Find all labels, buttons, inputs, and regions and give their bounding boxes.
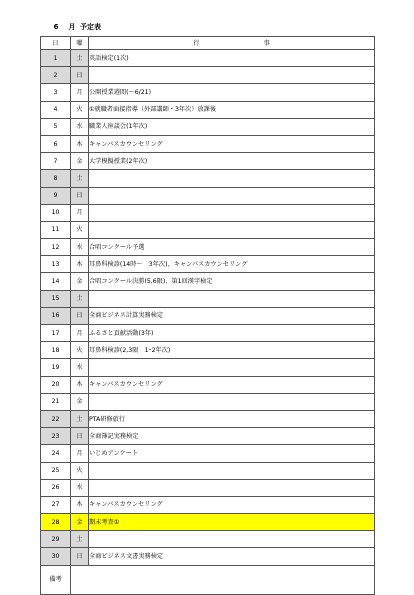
weekday-cell: 火 <box>71 462 89 479</box>
day-cell: 17 <box>41 325 71 342</box>
day-cell: 14 <box>41 273 71 290</box>
day-cell: 13 <box>41 256 71 273</box>
weekday-cell: 金 <box>71 393 89 410</box>
schedule-row <box>41 325 375 342</box>
day-cell: 22 <box>41 410 71 427</box>
event-cell: 全商ビジネス計算実務検定 <box>89 307 375 324</box>
event-cell <box>89 359 375 376</box>
event-cell <box>89 170 375 187</box>
schedule-row <box>41 101 375 118</box>
event-cell: 英語検定(1次) <box>89 50 375 67</box>
header-event-part2: 事 <box>263 39 270 47</box>
weekday-cell: 土 <box>71 531 89 548</box>
weekday-cell: 水 <box>71 118 89 135</box>
notes-content <box>71 565 375 594</box>
day-cell: 7 <box>41 153 71 170</box>
schedule-row <box>41 273 375 290</box>
day-cell: 18 <box>41 342 71 359</box>
schedule-row <box>41 359 375 376</box>
schedule-row <box>41 410 375 427</box>
day-cell: 11 <box>41 221 71 238</box>
weekday-cell: 火 <box>71 221 89 238</box>
month-number: 6 <box>53 23 59 31</box>
event-cell <box>89 204 375 221</box>
weekday-cell: 水 <box>71 359 89 376</box>
header-event-part1: 行 <box>193 39 200 47</box>
event-cell: 耳鼻科検診(14時～ 3年次)、キャンパスカウンセリング <box>89 256 375 273</box>
day-cell: 26 <box>41 479 71 496</box>
event-cell: 大学模擬授業(2年次) <box>89 153 375 170</box>
day-cell: 15 <box>41 290 71 307</box>
event-cell: キャンパスカウンセリング <box>89 135 375 152</box>
weekday-cell: 木 <box>71 256 89 273</box>
event-cell: PTA研修旅行 <box>89 410 375 427</box>
day-cell: 9 <box>41 187 71 204</box>
weekday-cell: 月 <box>71 325 89 342</box>
weekday-cell: 月 <box>71 445 89 462</box>
event-cell: 職業人座談会(1年次) <box>89 118 375 135</box>
weekday-cell: 土 <box>71 50 89 67</box>
day-cell: 1 <box>41 50 71 67</box>
notes-label: 備考 <box>41 565 71 594</box>
day-cell: 25 <box>41 462 71 479</box>
weekday-cell: 月 <box>71 84 89 101</box>
weekday-cell: 水 <box>71 479 89 496</box>
day-cell: 16 <box>41 307 71 324</box>
schedule-row <box>41 342 375 359</box>
schedule-row <box>41 187 375 204</box>
schedule-table <box>40 36 375 595</box>
weekday-cell: 金 <box>71 153 89 170</box>
weekday-cell: 木 <box>71 496 89 513</box>
day-cell: 12 <box>41 239 71 256</box>
schedule-row <box>41 256 375 273</box>
day-cell: 27 <box>41 496 71 513</box>
weekday-cell: 木 <box>71 376 89 393</box>
header-row <box>41 37 375 50</box>
schedule-row <box>41 67 375 84</box>
schedule-row <box>41 531 375 548</box>
weekday-cell: 土 <box>71 170 89 187</box>
event-cell: 期末考査① <box>89 514 375 531</box>
event-cell: 合唱コンクール決勝(5,6限)、第1回漢字検定 <box>89 273 375 290</box>
event-cell: 合唱コンクール予選 <box>89 239 375 256</box>
schedule-row <box>41 221 375 238</box>
event-cell <box>89 479 375 496</box>
schedule-row <box>41 445 375 462</box>
day-cell: 29 <box>41 531 71 548</box>
schedule-row <box>41 479 375 496</box>
weekday-cell: 日 <box>71 187 89 204</box>
schedule-row <box>41 135 375 152</box>
weekday-cell: 金 <box>71 514 89 531</box>
schedule-heading <box>48 20 101 34</box>
event-cell: 耳鼻科検診(2,3限 1･2年次) <box>89 342 375 359</box>
weekday-cell: 水 <box>71 239 89 256</box>
schedule-row <box>41 462 375 479</box>
event-cell <box>89 187 375 204</box>
schedule-row <box>41 514 375 531</box>
day-cell: 20 <box>41 376 71 393</box>
schedule-row <box>41 239 375 256</box>
event-cell: キャンパスカウンセリング <box>89 376 375 393</box>
schedule-row <box>41 496 375 513</box>
schedule-row <box>41 204 375 221</box>
weekday-cell: 土 <box>71 410 89 427</box>
day-cell: 6 <box>41 135 71 152</box>
event-cell: ふるさと貢献活動(3年) <box>89 325 375 342</box>
schedule-title: 予定表 <box>80 23 101 31</box>
event-cell: キャンパスカウンセリング <box>89 496 375 513</box>
day-cell: 2 <box>41 67 71 84</box>
weekday-cell: 土 <box>71 290 89 307</box>
day-cell: 5 <box>41 118 71 135</box>
weekday-cell: 火 <box>71 101 89 118</box>
weekday-cell: 日 <box>71 548 89 565</box>
weekday-cell: 金 <box>71 273 89 290</box>
schedule-row <box>41 290 375 307</box>
day-cell: 8 <box>41 170 71 187</box>
weekday-cell: 日 <box>71 67 89 84</box>
day-cell: 28 <box>41 514 71 531</box>
event-cell <box>89 67 375 84</box>
event-cell: 公開授業週間(～6/21) <box>89 84 375 101</box>
weekday-cell: 火 <box>71 342 89 359</box>
schedule-row <box>41 376 375 393</box>
header-date: 日 <box>41 37 71 50</box>
schedule-rows <box>41 50 375 566</box>
notes-row <box>41 565 375 594</box>
event-cell: いじめアンケート <box>89 445 375 462</box>
event-cell <box>89 393 375 410</box>
weekday-cell: 日 <box>71 428 89 445</box>
day-cell: 23 <box>41 428 71 445</box>
day-cell: 24 <box>41 445 71 462</box>
day-cell: 10 <box>41 204 71 221</box>
day-cell: 30 <box>41 548 71 565</box>
schedule-row <box>41 548 375 565</box>
header-dow: 曜 <box>71 37 89 50</box>
schedule-row <box>41 84 375 101</box>
weekday-cell: 木 <box>71 135 89 152</box>
day-cell: 21 <box>41 393 71 410</box>
day-cell: 4 <box>41 101 71 118</box>
event-cell <box>89 531 375 548</box>
schedule-row <box>41 428 375 445</box>
event-cell <box>89 462 375 479</box>
day-cell: 19 <box>41 359 71 376</box>
schedule-row <box>41 153 375 170</box>
weekday-cell: 月 <box>71 204 89 221</box>
event-cell: ①就職者面接指導（外部講師・3年次）放課後 <box>89 101 375 118</box>
month-unit: 月 <box>68 23 76 31</box>
schedule-row <box>41 393 375 410</box>
schedule-row <box>41 118 375 135</box>
event-cell: 全商ビジネス文書実務検定 <box>89 548 375 565</box>
weekday-cell: 日 <box>71 307 89 324</box>
event-cell <box>89 290 375 307</box>
day-cell: 3 <box>41 84 71 101</box>
event-cell: 全商簿記実務検定 <box>89 428 375 445</box>
event-cell <box>89 221 375 238</box>
schedule-row <box>41 50 375 67</box>
schedule-row <box>41 307 375 324</box>
header-event <box>89 37 375 50</box>
schedule-row <box>41 170 375 187</box>
